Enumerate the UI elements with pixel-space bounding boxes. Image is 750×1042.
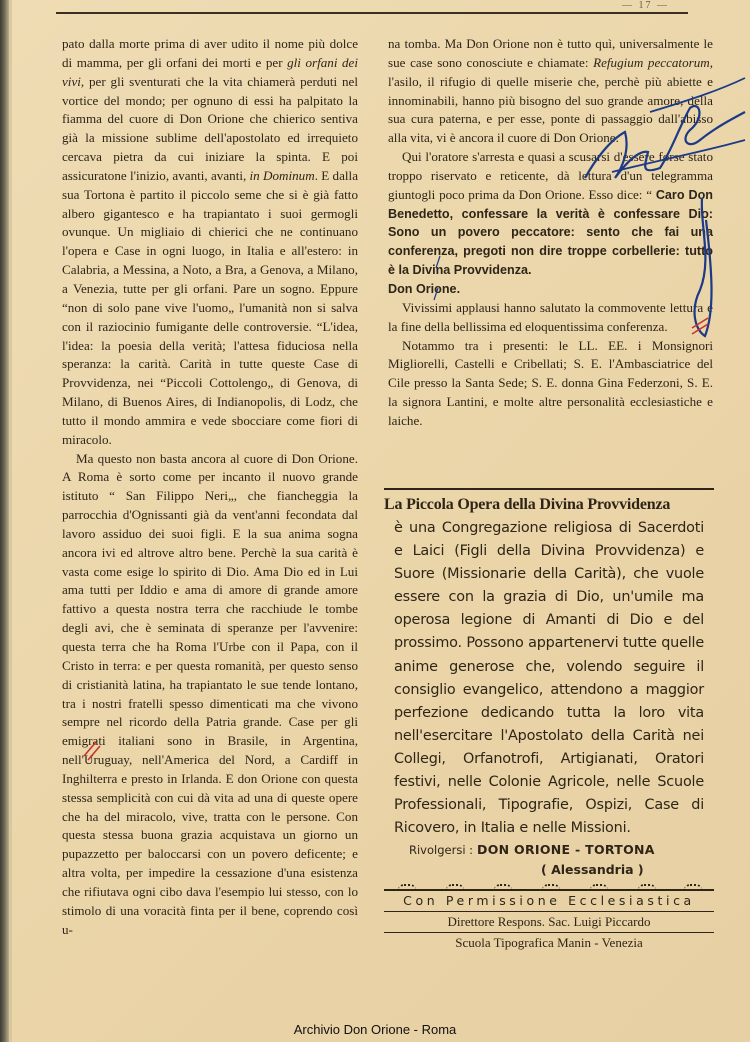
text-run: . E dalla sua Tortona è partito il piccolo seme che si è già fatto albero gigantesco e ha trapiantato i suoi germogli ovunque. Un migliaio di chierici che ne continuano l'opera e Case in ogni luogo, in Italia e all'estero: in Calabria, a Messina, a Noto, a Bra, a Genova, a Milano, a Venezia, tutte per gli orfani. Pare un sogno. Eppure “non di solo pane vive l'uomo„ l'umanità non si salva con il raziocinio fumigante delle controversie. “L'idea, l'idea: la poesia della verità; l'attesa fiduciosa nella speranza: la carità. Carità in tutte queste Case di Provvidenza, nei “Piccoli Cottolengo„ di Genova, di Milano, di Buenos Aires, di Indianopolis, di Lodz, che tutto il mondo ammira e vede sbocciare come fiori di miracolo. (62, 167, 359, 447)
page-number: — 17 — (622, 0, 669, 11)
header-rule (56, 12, 688, 14)
notice-title: La Piccola Opera della Divina Provvidenza (384, 496, 671, 513)
left-paragraph-2: Ma questo non basta ancora al cuore di Don Orione. A Roma è sorto come per incanto il nuovo grande istituto “ San Filippo Neri„, che fiancheggia la parrocchia d'Ognissanti già da vent'anni fecondata dal lavoro assiduo dei suoi figli. E la sua anima sogna ancora ivi ed altrove altro bene. Perchè la sua carità è vasta come esige lo spirito di Dio. Ama Dio ed in Lui ama tutti per Iddio e ama di amore di grande amore fattivo a questa nostra terra che racchiude le tombe degli avi, che è seminata di speranze per l'avvenire: questa terra che ha Roma l'Urbe con il Papa, con il Cristo in terra: e per questa romanità, per questo senso di cristianità latina, ha trapiantato le sue tende lontano, tra i nostri fratelli spesso dimenticati ma che vivono sempre nel ricordo della Patria grande. Case per gli emigrati italiani sono in Brasile, in Argentina, nell'Uruguay, nell'America del Nord, a Cardiff in Inghilterra e presto in Irlanda. E don Orione con questa stessa semplicità con cui dà vita ad una di queste opere che ha del miracolo, vive, tratta con le persone. Con questa stessa buona grazia acquistava un giorno un pupazzetto per baloccarsi con un povero deficente; e altra volta, per impedire la cessazione d'una esistenza che rifiutava ogni cibo dava l'esempio lui stesso, con lo stimolo di una voracità finta per il bene, coprendo così u- (62, 450, 358, 937)
right-paragraph-4: Notammo tra i presenti: le LL. EE. i Monsignori Migliorelli, Castelli e Cribellati; S. E. l'Ambasciatrice del Cile presso la Santa Sede; S. E. donna Gina Federzoni, S. E. la signora Lantini, e molte altre personalità ecclesiastiche e laiche. (388, 337, 713, 428)
text-run: pato dalla morte prima di aver udito il nome più dolce di mamma, per gli orfani dei morti e per (62, 36, 358, 70)
contact-name: DON ORIONE - TORTONA (477, 842, 655, 858)
text-run: , per gli sventurati che la vita chiamerà perduti nel vortice del mondo; per ognuno di essi ha palpitato la fiamma del cuore di Don Orione che chierico sentiva già la missione sublime dell'apostolato ed irrequieto cercava pietra da cui iniziare la spinta. E poi assicuratone l'inizio, avanti, avanti, (62, 73, 358, 183)
left-column (62, 35, 358, 940)
text-run: na tomba. Ma Don Orione non è tutto quì, universalmente le sue case sono conosciute e chiamate: (388, 36, 713, 70)
decorative-rule (384, 883, 714, 891)
italic-phrase: Refugium peccatorum (593, 54, 710, 70)
contact-label: Rivolgersi : (409, 843, 474, 858)
notice-box (384, 488, 714, 953)
notice-top-rule (384, 488, 714, 490)
contact-region: ( Alessandria ) (541, 862, 644, 878)
text-run: Qui l'oratore s'arresta e quasi a scusarsi d'essere forse stato troppo riservato e reticente, dà lettura d'un telegramma giuntogli poco prima da Don Orione. Esso dice: “ (388, 149, 713, 202)
text-run: , l'asilo, il rifugio di quelle miserie che, perchè più abiette e innominabili, hanno più bisogno del suo grande amore, della sua cura paterna, e per esse, ponte di passaggio dall'abisso alla vita, vi è ancora il cuore di Don Orione. (388, 54, 713, 146)
telegram-signature: Don Orione. (388, 281, 461, 296)
right-paragraph-1 (388, 35, 713, 148)
italic-phrase: gli orfani dei vivi (62, 54, 358, 89)
archive-caption: Archivio Don Orione - Roma (293, 1022, 457, 1037)
printer-credit: Scuola Tipografica Manin - Venezia (455, 935, 643, 951)
responsible-director: Direttore Respons. Sac. Luigi Piccardo (384, 912, 714, 933)
notice-body: è una Congregazione religiosa di Sacerdoti e Laici (Figli della Divina Provvidenza) e Suore (Missionarie della Carità), che vuole essere con la grazia di Dio, un'umile ma operosa legione di Amanti di Dio e del prossimo. Possono appartenervi tutte quelle anime generose che, volendo seguire il consiglio evangelico, attendono a maggior perfezione dedicando tutta la loro vita nell'esercitare l'Apostolato della Carità nei Collegi, Orfanotrofi, Artigianati, Oratori festivi, nelle Colonie Agricole, nelle Scuole Professionali, Tipografie, Ospizi, Case di Ricovero, in Italia e nelle Missioni. (394, 520, 704, 837)
right-column (388, 35, 713, 431)
right-paragraph-3: Vivissimi applausi hanno salutato la commovente lettura e la fine della bellissima ed eloquentissima conferenza. (388, 299, 713, 334)
book-spine-edge (0, 0, 9, 1042)
italic-phrase: in Dominum (249, 167, 315, 183)
right-paragraph-2 (388, 148, 713, 299)
telegram-quote: Caro Don Benedetto, confessare la verità è confessare Dio: Sono un povero peccatore: sento che fai una conferenza, pregoti non dire troppe corbellerie: tutto è la Divina Provvidenza. (388, 187, 714, 278)
notice-contact (384, 840, 714, 879)
ecclesiastical-permission: Con Permissione Ecclesiastica (384, 891, 714, 912)
left-paragraph-1 (62, 35, 358, 450)
